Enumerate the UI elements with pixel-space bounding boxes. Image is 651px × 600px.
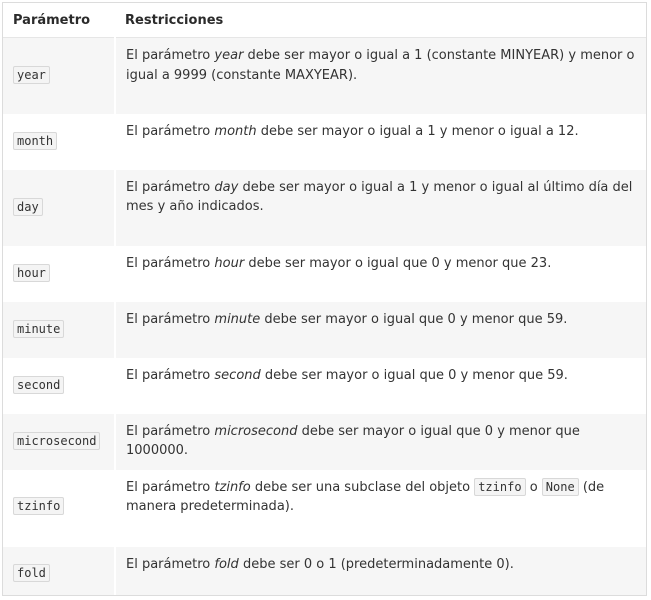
parameters-table (3, 3, 646, 596)
header-restrictions: Restricciones (115, 3, 646, 38)
restriction-text: o (525, 479, 542, 495)
restriction-text: El parámetro (126, 556, 215, 572)
param-cell (3, 38, 115, 114)
restriction-text: El parámetro (126, 479, 215, 495)
param-name-italic: hour (214, 255, 245, 271)
restriction-cell (115, 38, 646, 114)
param-name-italic: microsecond (214, 423, 298, 439)
restriction-text: (de manera predeterminada). (126, 479, 605, 514)
param-code: fold (13, 564, 50, 582)
restriction-text: El parámetro (126, 423, 215, 439)
restriction-text: debe ser mayor o igual a 1 (constante MINYEAR) y menor o igual a 9999 (constante MAXYEAR). (126, 48, 635, 83)
param-name-italic: minute (214, 311, 261, 327)
restriction-text: El parámetro (126, 48, 215, 63)
table-header-row (3, 3, 646, 38)
param-code: minute (13, 320, 64, 338)
table-row (3, 358, 646, 414)
inline-code-tzinfo: tzinfo (474, 478, 525, 496)
parameters-table-frame (2, 2, 647, 596)
param-name-italic: year (214, 48, 244, 63)
param-code: day (13, 198, 43, 216)
param-cell (3, 170, 115, 246)
param-cell (3, 302, 115, 358)
param-cell (3, 414, 115, 470)
param-cell (3, 358, 115, 414)
param-cell (3, 470, 115, 546)
param-code: month (13, 132, 57, 150)
param-code: year (13, 66, 50, 84)
param-name-italic: month (214, 123, 257, 139)
table-row (3, 414, 646, 470)
restriction-text: El parámetro (126, 123, 215, 139)
restriction-cell (115, 170, 646, 246)
table-row (3, 114, 646, 170)
table-row (3, 170, 646, 246)
restriction-text: debe ser mayor o igual a 1 y menor o igual a 12. (256, 123, 579, 139)
table-row (3, 246, 646, 302)
table-row (3, 38, 646, 114)
restriction-cell (115, 546, 646, 597)
restriction-cell (115, 114, 646, 170)
param-cell (3, 546, 115, 597)
param-cell (3, 246, 115, 302)
param-name-italic: fold (214, 556, 239, 572)
restriction-text: debe ser 0 o 1 (predeterminadamente 0). (238, 556, 514, 572)
restriction-text: El parámetro (126, 255, 215, 271)
restriction-text: debe ser mayor o igual que 0 y menor que 59. (260, 367, 568, 383)
restriction-text: debe ser una subclase del objeto (250, 479, 475, 495)
param-code: second (13, 376, 64, 394)
restriction-cell (115, 358, 646, 414)
table-row (3, 546, 646, 597)
param-name-italic: tzinfo (214, 479, 251, 495)
param-name-italic: second (214, 367, 261, 383)
restriction-text: debe ser mayor o igual a 1 y menor o igual al último día del mes y año indicados. (126, 179, 633, 214)
param-code: tzinfo (13, 497, 64, 515)
inline-code-none: None (542, 478, 579, 496)
restriction-text: El parámetro (126, 179, 215, 195)
table-row (3, 470, 646, 546)
restriction-text: El parámetro (126, 311, 215, 327)
table-row (3, 302, 646, 358)
restriction-text: debe ser mayor o igual que 0 y menor que 1000000. (126, 423, 580, 458)
param-cell (3, 114, 115, 170)
restriction-text: debe ser mayor o igual que 0 y menor que 59. (260, 311, 568, 327)
restriction-text: El parámetro (126, 367, 215, 383)
param-code: microsecond (13, 432, 100, 450)
restriction-cell (115, 470, 646, 546)
header-parameter: Parámetro (3, 3, 115, 38)
restriction-cell (115, 302, 646, 358)
restriction-cell (115, 246, 646, 302)
restriction-text: debe ser mayor o igual que 0 y menor que 23. (244, 255, 552, 271)
param-name-italic: day (214, 179, 239, 195)
restriction-cell (115, 414, 646, 470)
param-code: hour (13, 264, 50, 282)
